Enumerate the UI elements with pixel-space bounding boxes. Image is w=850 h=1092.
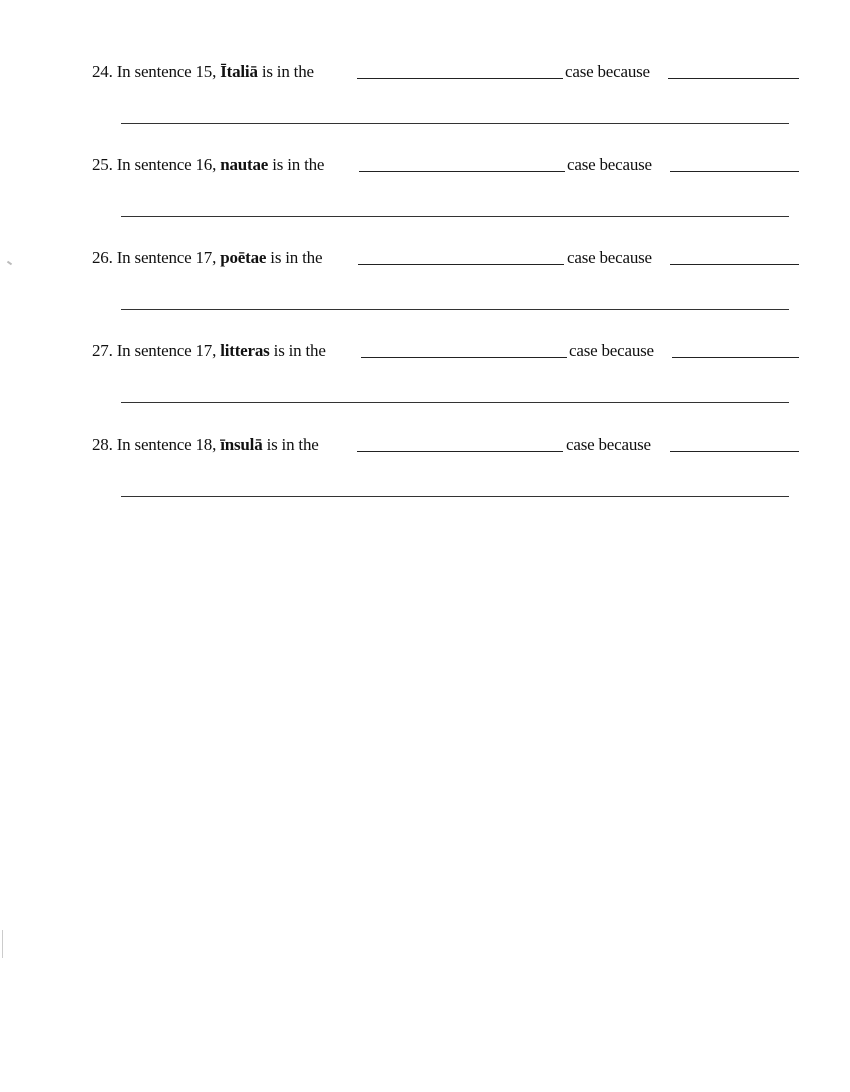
scan-mark [2, 930, 3, 958]
case-because-label: case because [565, 62, 650, 81]
case-blank[interactable] [357, 451, 563, 452]
case-blank[interactable] [361, 357, 567, 358]
because-blank[interactable] [670, 264, 799, 265]
latin-word: īnsulā [220, 435, 263, 454]
case-because-label: case because [567, 155, 652, 174]
question-middle: is in the [273, 341, 326, 360]
case-blank[interactable] [357, 78, 563, 79]
question-prompt [92, 62, 314, 82]
latin-word: Ītaliā [220, 62, 258, 81]
case-blank[interactable] [358, 264, 564, 265]
question-prompt [92, 155, 324, 175]
question-24 [0, 62, 850, 122]
question-26 [0, 248, 850, 308]
question-prefix: In sentence 15, [116, 62, 217, 81]
question-number: 24. [92, 62, 113, 81]
question-prefix: In sentence 17, [116, 248, 217, 267]
case-because-label: case because [566, 435, 651, 454]
question-prompt [92, 248, 322, 268]
case-because-label: case because [569, 341, 654, 360]
answer-line[interactable] [121, 402, 789, 403]
question-prefix: In sentence 17, [116, 341, 217, 360]
question-number: 26. [92, 248, 113, 267]
question-middle: is in the [261, 62, 314, 81]
answer-line[interactable] [121, 309, 789, 310]
question-27 [0, 341, 850, 401]
question-28 [0, 435, 850, 495]
latin-word: poētae [220, 248, 267, 267]
question-prefix: In sentence 16, [116, 155, 217, 174]
because-blank[interactable] [668, 78, 799, 79]
answer-line[interactable] [121, 216, 789, 217]
question-prefix: In sentence 18, [116, 435, 217, 454]
question-middle: is in the [270, 248, 323, 267]
question-number: 28. [92, 435, 113, 454]
because-blank[interactable] [670, 451, 799, 452]
question-number: 25. [92, 155, 113, 174]
because-blank[interactable] [672, 357, 799, 358]
question-25 [0, 155, 850, 215]
latin-word: nautae [220, 155, 269, 174]
case-because-label: case because [567, 248, 652, 267]
question-middle: is in the [266, 435, 319, 454]
latin-word: litteras [220, 341, 270, 360]
question-middle: is in the [272, 155, 325, 174]
question-prompt [92, 341, 326, 361]
answer-line[interactable] [121, 123, 789, 124]
because-blank[interactable] [670, 171, 799, 172]
case-blank[interactable] [359, 171, 565, 172]
answer-line[interactable] [121, 496, 789, 497]
question-number: 27. [92, 341, 113, 360]
question-prompt [92, 435, 319, 455]
